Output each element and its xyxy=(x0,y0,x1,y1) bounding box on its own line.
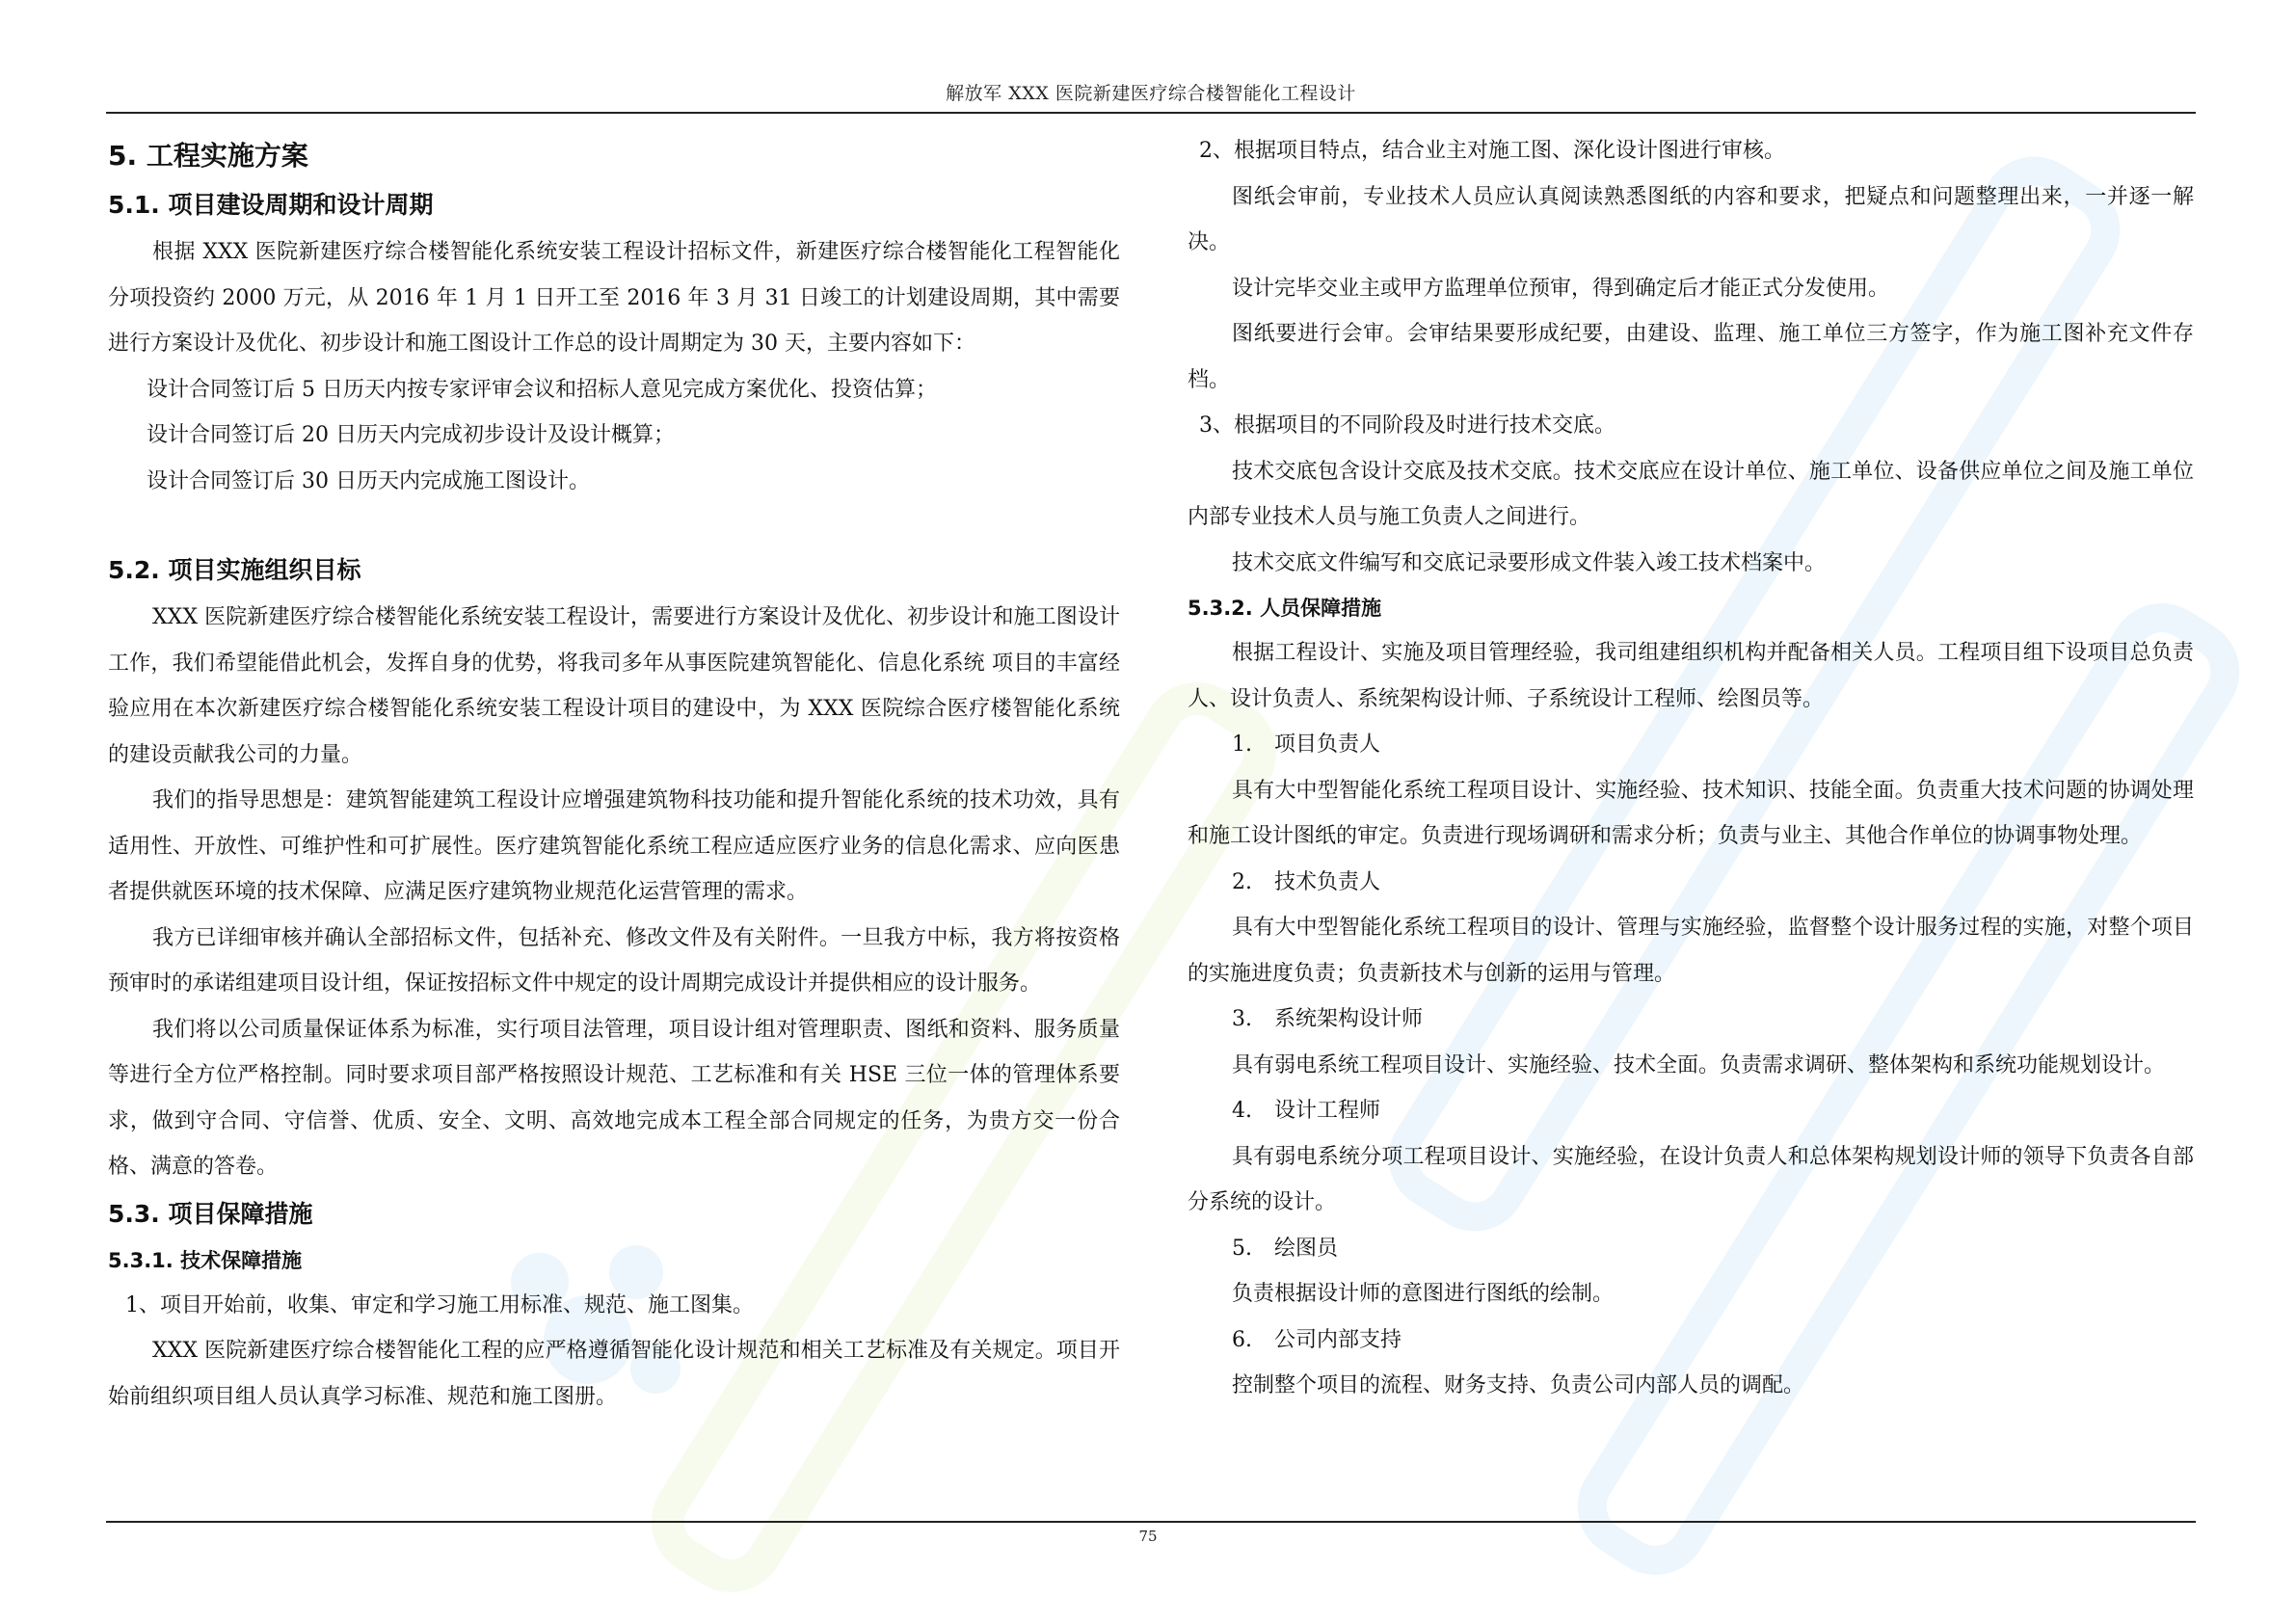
paragraph: 我们将以公司质量保证体系为标准，实行项目法管理，项目设计组对管理职责、图纸和资料、服务质量等进行全方位严格控制。同时要求项目部严格按照设计规范、工艺标准和有关 HSE 三位一体的管理体系要求，做到守合同、守信誉、优质、安全、文明、高效地完成本工程全部合同规定的任务，为贵方交一份合格、满意的答卷。 xyxy=(108,1017,1120,1179)
paragraph: 设计完毕交业主或甲方监理单位预审，得到确定后才能正式分发使用。 xyxy=(1232,276,1890,301)
role-title: 设计工程师 xyxy=(1274,1099,1381,1123)
role-title: 项目负责人 xyxy=(1274,732,1381,757)
role-description: 具有弱电系统工程项目设计、实施经验、技术全面。负责需求调研、整体架构和系统功能规划设计。 xyxy=(1232,1052,2166,1078)
section-heading-5-3-2: 5.3.2. 人员保障措施 xyxy=(1188,597,1382,620)
role-title: 系统架构设计师 xyxy=(1274,1007,1424,1031)
paragraph: 设计合同签订后 30 日历天内完成施工图设计。 xyxy=(147,468,590,493)
role-item: 6. 公司内部支持 xyxy=(1232,1327,1402,1352)
section-heading-5: 5. 工程实施方案 xyxy=(108,140,308,172)
role-description: 具有大中型智能化系统工程项目的设计、管理与实施经验，监督整个设计服务过程的实施，对整个项目的实施进度负责；负责新技术与创新的运用与管理。 xyxy=(1188,916,2194,986)
paragraph: 我方已详细审核并确认全部招标文件，包括补充、修改文件及有关附件。一旦我方中标，我方将按资格预审时的承诺组建项目设计组，保证按招标文件中规定的设计周期完成设计并提供相应的设计服务。 xyxy=(108,925,1120,996)
paragraph: 设计合同签订后 20 日历天内完成初步设计及设计概算； xyxy=(147,423,675,447)
left-column xyxy=(108,131,1120,1420)
paragraph: 1、项目开始前，收集、审定和学习施工用标准、规范、施工图集。 xyxy=(125,1292,754,1317)
role-title: 绘图员 xyxy=(1274,1236,1339,1261)
paragraph: 我们的指导思想是：建筑智能建筑工程设计应增强建筑物科技功能和提升智能化系统的技术功效，具有适用性、开放性、可维护性和可扩展性。医疗建筑智能化系统工程应适应医疗业务的信息化需求、应向医患者提供就医环境的技术保障、应满足医疗建筑物业规范化运营管理的需求。 xyxy=(108,788,1120,904)
role-title: 公司内部支持 xyxy=(1274,1327,1402,1352)
role-item: 1. 项目负责人 xyxy=(1232,732,1381,757)
paragraph: 技术交底包含设计交底及技术交底。技术交底应在设计单位、施工单位、设备供应单位之间及施工单位内部专业技术人员与施工负责人之间进行。 xyxy=(1188,459,2194,529)
role-description: 负责根据设计师的意图进行图纸的绘制。 xyxy=(1232,1282,1615,1306)
paragraph: XXX 医院新建医疗综合楼智能化工程的应严格遵循智能化设计规范和相关工艺标准及有关规定。项目开始前组织项目组人员认真学习标准、规范和施工图册。 xyxy=(108,1339,1120,1409)
role-title: 技术负责人 xyxy=(1274,869,1381,894)
role-description: 具有弱电系统分项工程项目设计、实施经验，在设计负责人和总体架构规划设计师的领导下负责各自部分系统的设计。 xyxy=(1188,1144,2194,1214)
header-divider xyxy=(106,112,2196,114)
paragraph: 图纸会审前，专业技术人员应认真阅读熟悉图纸的内容和要求，把疑点和问题整理出来，一并逐一解决。 xyxy=(1188,184,2194,254)
page-number: 75 xyxy=(1138,1528,1158,1545)
paragraph: XXX 医院新建医疗综合楼智能化系统安装工程设计，需要进行方案设计及优化、初步设计和施工图设计工作，我们希望能借此机会，发挥自身的优势，将我司多年从事医院建筑智能化、信息化系统 项目的丰富经验应用在本次新建医疗综合楼智能化系统安装工程设计项目的建设中，为 XXX 医院综合医疗楼智能化系统的建设贡献我公司的力量。 xyxy=(108,605,1120,767)
role-item: 3. 系统架构设计师 xyxy=(1232,1007,1424,1031)
paragraph: 根据工程设计、实施及项目管理经验，我司组建组织机构并配备相关人员。工程项目组下设项目总负责人、设计负责人、系统架构设计师、子系统设计工程师、绘图员等。 xyxy=(1188,641,2194,711)
section-heading-5-3: 5.3. 项目保障措施 xyxy=(108,1199,313,1228)
footer-divider xyxy=(106,1521,2196,1523)
paragraph: 图纸要进行会审。会审结果要形成纪要，由建设、监理、施工单位三方签字，作为施工图补充文件存档。 xyxy=(1188,322,2194,392)
section-heading-5-1: 5.1. 项目建设周期和设计周期 xyxy=(108,191,434,219)
role-item: 5. 绘图员 xyxy=(1232,1236,1339,1261)
paragraph: 设计合同签订后 5 日历天内按专家评审会议和招标人意见完成方案优化、投资估算； xyxy=(147,377,937,402)
role-description: 具有大中型智能化系统工程项目设计、实施经验、技术知识、技能全面。负责重大技术问题的协调处理和施工设计图纸的审定。负责进行现场调研和需求分析；负责与业主、其他合作单位的协调事物处理。 xyxy=(1188,778,2194,848)
section-heading-5-3-1: 5.3.1. 技术保障措施 xyxy=(108,1248,303,1272)
paragraph: 技术交底文件编写和交底记录要形成文件装入竣工技术档案中。 xyxy=(1232,550,1827,575)
spacer xyxy=(108,504,1120,546)
role-item: 2. 技术负责人 xyxy=(1232,869,1381,894)
right-column xyxy=(1188,128,2194,1409)
section-heading-5-2: 5.2. 项目实施组织目标 xyxy=(108,556,361,584)
page-header-title: 解放军 XXX 医院新建医疗综合楼智能化工程设计 xyxy=(946,83,1356,104)
paragraph: 根据 XXX 医院新建医疗综合楼智能化系统安装工程设计招标文件，新建医疗综合楼智能化工程智能化分项投资约 2000 万元，从 2016 年 1 月 1 日开工至 2016 年 3 月 31 日竣工的计划建设周期，其中需要进行方案设计及优化、初步设计和施工图设计工作总的设计周期定为 30 天，主要内容如下： xyxy=(108,240,1120,356)
role-item: 4. 设计工程师 xyxy=(1232,1099,1381,1123)
paragraph: 3、根据项目的不同阶段及时进行技术交底。 xyxy=(1199,413,1615,438)
role-description: 控制整个项目的流程、财务支持、负责公司内部人员的调配。 xyxy=(1232,1373,1805,1397)
paragraph: 2、根据项目特点，结合业主对施工图、深化设计图进行审核。 xyxy=(1199,139,1785,163)
